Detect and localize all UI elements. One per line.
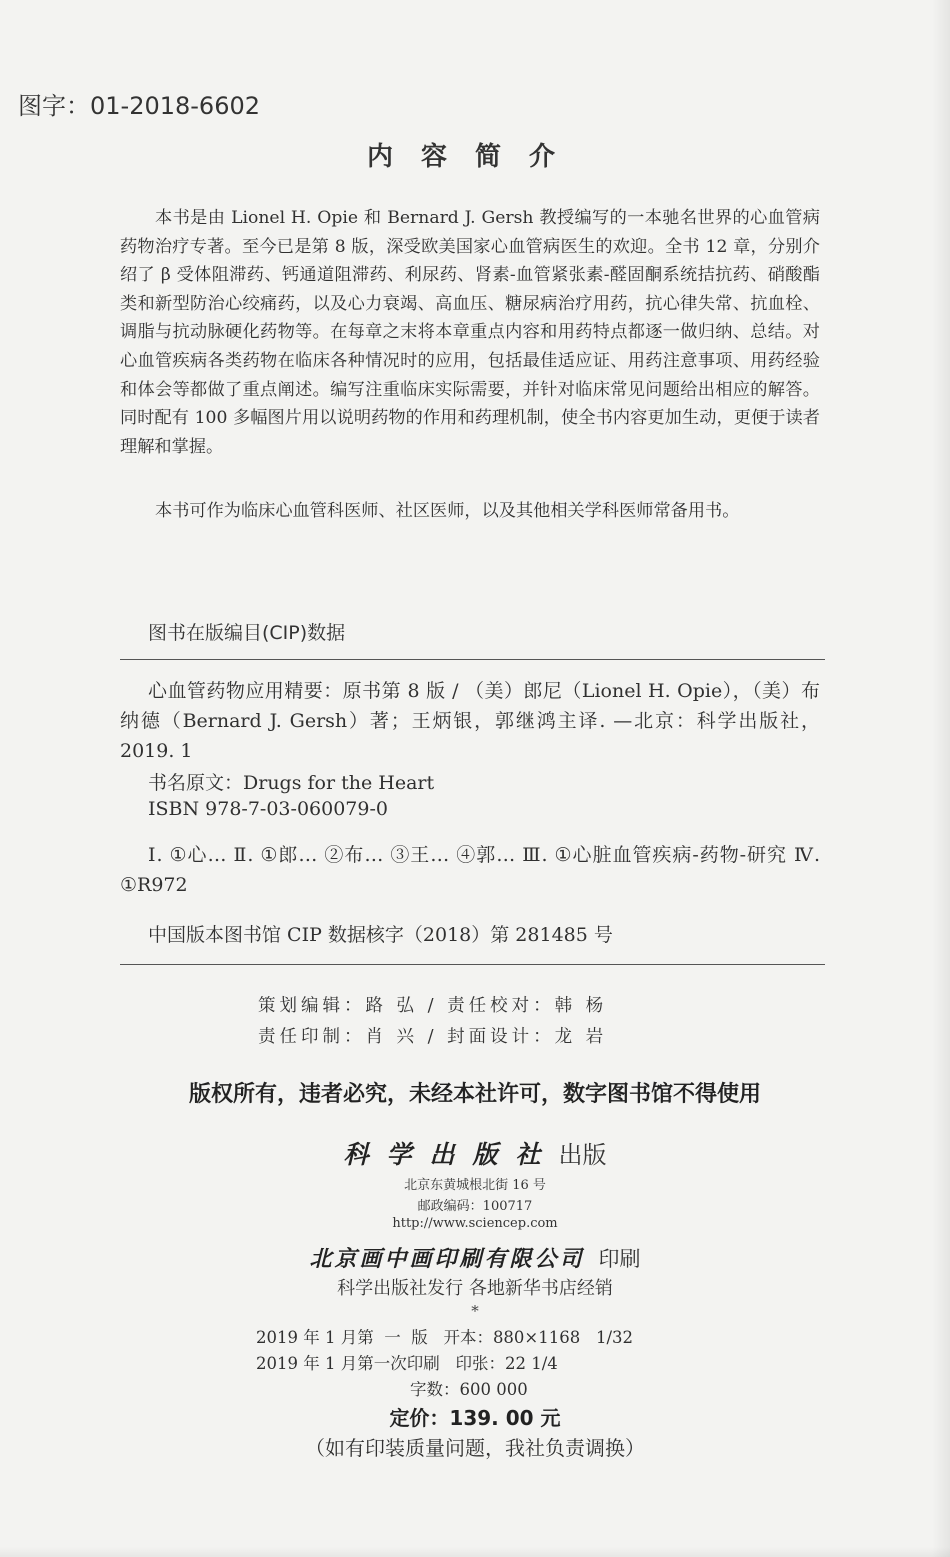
separator-asterisk: * <box>471 1302 479 1320</box>
distribution-line: 科学出版社发行 各地新华书店经销 <box>337 1278 613 1299</box>
publisher-line <box>0 1135 950 1171</box>
cip-classification: Ⅰ. ①心… Ⅱ. ①郎… ②布… ③王… ④郭… Ⅲ. ①心脏血管疾病-药物-研究 Ⅳ. ①R972 <box>120 844 820 896</box>
exchange-note: （如有印装质量问题，我社负责调换） <box>305 1436 645 1460</box>
edition-line: 2019 年 1 月第 一 版 开本：880×1168 1/32 <box>256 1328 634 1347</box>
cip-original-title: 书名原文：Drugs for the Heart <box>148 772 435 794</box>
printing-line: 2019 年 1 月第一次印刷 印张：22 1/4 <box>256 1354 558 1373</box>
publisher-suffix: 出版 <box>558 1141 607 1169</box>
cip-isbn: ISBN 978-7-03-060079-0 <box>148 798 388 820</box>
cip-verification: 中国版本图书馆 CIP 数据核字（2018）第 281485 号 <box>148 924 613 946</box>
cip-heading: 图书在版编目(CIP)数据 <box>148 622 346 644</box>
cip-bottom-rule <box>120 964 825 965</box>
printer-name: 北京画中画印刷有限公司 <box>309 1246 585 1272</box>
printer-line <box>0 1242 950 1273</box>
page-edge-shadow <box>932 0 950 1557</box>
intro-title: 内容简介 <box>366 142 583 172</box>
credits-printing-cover: 责任印制：肖 兴 / 封面设计：龙 岩 <box>258 1027 608 1047</box>
publisher-url: http://www.sciencep.com <box>392 1216 558 1231</box>
cip-main-entry: 心血管药物应用精要：原书第 8 版 / （美）郎尼（Lionel H. Opie），（美）布纳德（Bernard J. Gersh）著；王炳银，郭继鸿主译. —北京：科学出版社，2019. 1 <box>120 680 820 762</box>
publisher-postcode: 邮政编码：100717 <box>417 1199 533 1214</box>
intro-paragraph-1: 本书是由 Lionel H. Opie 和 Bernard J. Gersh 教授编写的一本驰名世界的心血管病药物治疗专著。至今已是第 8 版，深受欧美国家心血管病医生的欢迎。全书 12 章，分别介绍了 β 受体阻滞药、钙通道阻滞药、利尿药、肾素-血管紧张素-醛固酮系统拮抗药、硝酸酯类和新型防治心绞痛药，以及心力衰竭、高血压、糖尿病治疗用药，抗心律失常、抗血栓、调脂与抗动脉硬化药物等。在每章之末将本章重点内容和用药特点都逐一做归纳、总结。对心血管疾病各类药物在临床各种情况时的应用，包括最佳适应证、用药注意事项、用药经验和体会等都做了重点阐述。编写注重临床实际需要，并针对临床常见问题给出相应的解答。同时配有 100 多幅图片用以说明药物的作用和药理机制，使全书内容更加生动，更便于读者理解和掌握。 <box>120 208 820 457</box>
publisher-name: 科学出版社 <box>343 1140 559 1169</box>
price: 定价：139. 00 元 <box>389 1406 561 1430</box>
copyright-notice: 版权所有，违者必究，未经本社许可，数字图书馆不得使用 <box>188 1082 761 1107</box>
word-count: 字数：600 000 <box>410 1380 528 1399</box>
page-bottom-shadow <box>0 1547 950 1557</box>
cip-top-rule <box>120 659 825 660</box>
credits-editor-proofreader: 策划编辑：路 弘 / 责任校对：韩 杨 <box>258 996 608 1016</box>
registration-number: 图字：01-2018-6602 <box>18 92 261 120</box>
printer-suffix: 印刷 <box>598 1247 641 1271</box>
intro-paragraph-2: 本书可作为临床心血管科医师、社区医师，以及其他相关学科医师常备用书。 <box>155 501 740 521</box>
publisher-address: 北京东黄城根北街 16 号 <box>404 1178 546 1193</box>
